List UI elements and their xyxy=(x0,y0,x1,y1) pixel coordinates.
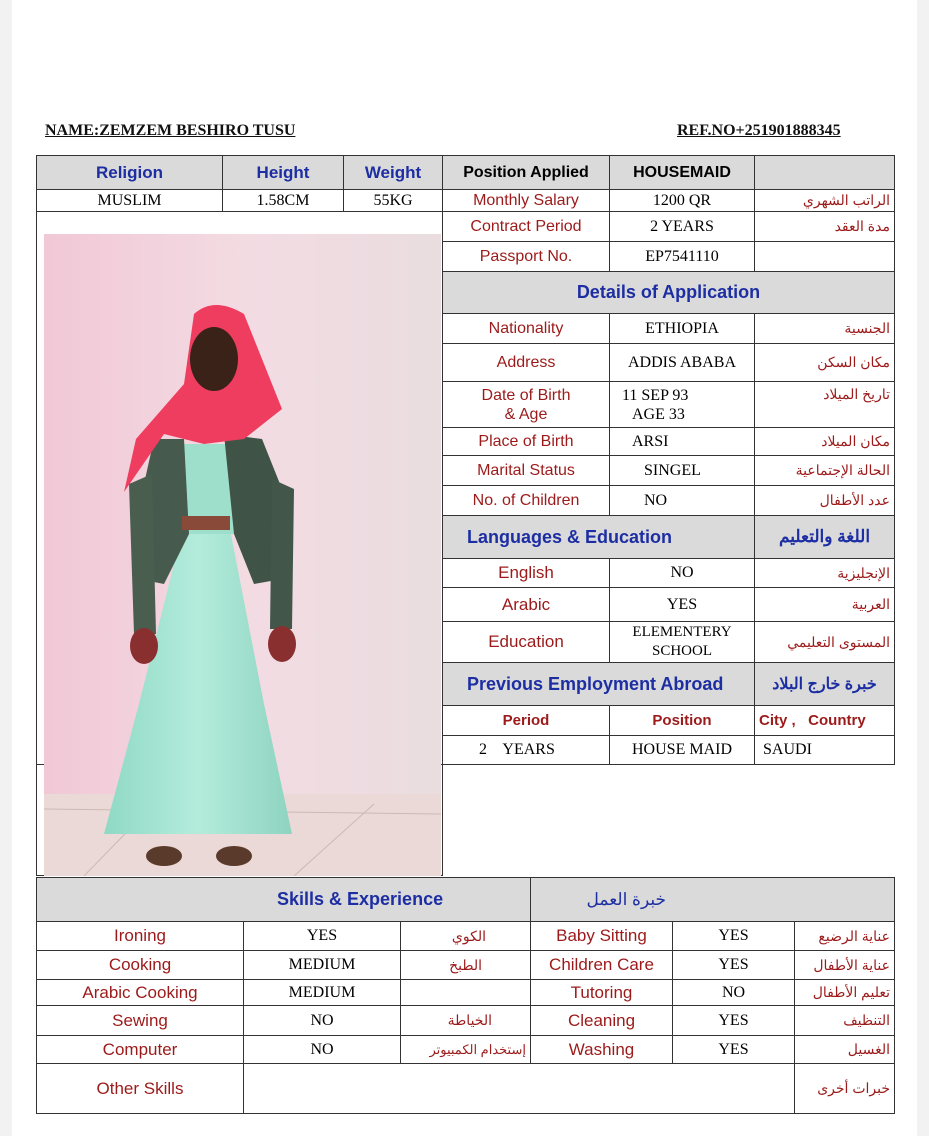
skill-computer-value: NO xyxy=(244,1036,401,1064)
arabic-label: Arabic xyxy=(443,588,610,622)
height-value: 1.58CM xyxy=(223,190,344,212)
skill-babysitting-value: YES xyxy=(673,922,795,951)
candidate-photo xyxy=(44,234,441,876)
skill-arabic-cooking-label: Arabic Cooking xyxy=(37,980,244,1006)
employment-city-value: SAUDI xyxy=(755,736,895,765)
english-label-ar: الإنجليزية xyxy=(755,559,895,588)
employment-city-header: City , Country xyxy=(755,706,895,736)
marital-label-ar: الحالة الإجتماعية xyxy=(755,456,895,486)
weight-value: 55KG xyxy=(344,190,443,212)
skill-childcare-value: YES xyxy=(673,951,795,980)
education-value xyxy=(610,622,755,663)
skill-washing-value: YES xyxy=(673,1036,795,1064)
passport-label: Passport No. xyxy=(443,242,610,272)
skills-section-title: Skills & Experience xyxy=(37,878,531,922)
reference-number: REF.NO+251901888345 xyxy=(677,122,841,139)
skill-cooking-ar: الطبخ xyxy=(401,951,531,980)
dob-label xyxy=(443,382,610,428)
dob-label-ar: تاريخ الميلاد xyxy=(755,382,895,428)
skill-childcare-ar: عناية الأطفال xyxy=(795,951,895,980)
education-value-line1: ELEMENTERY xyxy=(632,624,732,640)
skills-table xyxy=(36,877,895,1114)
dob-label-line1: Date of Birth xyxy=(481,386,571,404)
children-label-ar: عدد الأطفال xyxy=(755,486,895,516)
contract-label: Contract Period xyxy=(443,212,610,242)
position-ar-empty xyxy=(755,156,895,190)
skill-cleaning-ar: التنظيف xyxy=(795,1006,895,1036)
skill-washing-label: Washing xyxy=(531,1036,673,1064)
dob-label-line2: & Age xyxy=(504,405,548,423)
nationality-label: Nationality xyxy=(443,314,610,344)
skill-computer-label: Computer xyxy=(37,1036,244,1064)
employment-section-title: Previous Employment Abroad xyxy=(443,663,755,706)
children-label: No. of Children xyxy=(443,486,610,516)
employment-period-value: 2 YEARS xyxy=(443,736,610,765)
skill-cleaning-value: YES xyxy=(673,1006,795,1036)
address-label: Address xyxy=(443,344,610,382)
birthplace-label-ar: مكان الميلاد xyxy=(755,428,895,456)
other-skills-value xyxy=(244,1064,795,1114)
english-label: English xyxy=(443,559,610,588)
nationality-label-ar: الجنسية xyxy=(755,314,895,344)
other-skills-label: Other Skills xyxy=(37,1064,244,1114)
arabic-value: YES xyxy=(610,588,755,622)
skill-tutoring-label: Tutoring xyxy=(531,980,673,1006)
nationality-value: ETHIOPIA xyxy=(610,314,755,344)
details-section-title: Details of Application xyxy=(443,272,895,314)
skill-cooking-value: MEDIUM xyxy=(244,951,401,980)
skill-ironing-ar: الكوي xyxy=(401,922,531,951)
dob-value-line2: AGE 33 xyxy=(632,405,685,423)
candidate-name: NAME:ZEMZEM BESHIRO TUSU xyxy=(45,122,296,139)
birthplace-value: ARSI xyxy=(610,428,755,456)
position-applied-label: Position Applied xyxy=(443,156,610,190)
skill-sewing-value: NO xyxy=(244,1006,401,1036)
languages-section-title: Languages & Education xyxy=(443,516,755,559)
passport-value: EP7541110 xyxy=(610,242,755,272)
skill-washing-ar: الغسيل xyxy=(795,1036,895,1064)
skill-sewing-ar: الخياطة xyxy=(401,1006,531,1036)
languages-section-title-ar: اللغة والتعليم xyxy=(755,516,895,559)
height-header: Height xyxy=(223,156,344,190)
dob-value-line1: 11 SEP 93 xyxy=(622,386,689,404)
arabic-label-ar: العربية xyxy=(755,588,895,622)
marital-value: SINGEL xyxy=(610,456,755,486)
other-skills-ar: خبرات أخرى xyxy=(795,1064,895,1114)
skill-ironing-value: YES xyxy=(244,922,401,951)
address-value: ADDIS ABABA xyxy=(610,344,755,382)
address-label-ar: مكان السكن xyxy=(755,344,895,382)
salary-value: 1200 QR xyxy=(610,190,755,212)
education-label: Education xyxy=(443,622,610,663)
birthplace-label: Place of Birth xyxy=(443,428,610,456)
dob-value xyxy=(610,382,755,428)
marital-label: Marital Status xyxy=(443,456,610,486)
skill-tutoring-ar: تعليم الأطفال xyxy=(795,980,895,1006)
english-value: NO xyxy=(610,559,755,588)
skill-babysitting-label: Baby Sitting xyxy=(531,922,673,951)
contract-value: 2 YEARS xyxy=(610,212,755,242)
skill-computer-ar: إستخدام الكمبيوتر xyxy=(401,1036,531,1064)
salary-label-ar: الراتب الشهري xyxy=(755,190,895,212)
religion-value: MUSLIM xyxy=(37,190,223,212)
skill-cleaning-label: Cleaning xyxy=(531,1006,673,1036)
children-value: NO xyxy=(610,486,755,516)
skill-arabic-cooking-value: MEDIUM xyxy=(244,980,401,1006)
weight-header: Weight xyxy=(344,156,443,190)
skill-sewing-label: Sewing xyxy=(37,1006,244,1036)
skill-arabic-cooking-ar xyxy=(401,980,531,1006)
education-label-ar: المستوى التعليمي xyxy=(755,622,895,663)
education-value-line2: SCHOOL xyxy=(651,643,712,659)
skill-cooking-label: Cooking xyxy=(37,951,244,980)
employment-position-value: HOUSE MAID xyxy=(610,736,755,765)
skill-babysitting-ar: عناية الرضيع xyxy=(795,922,895,951)
religion-header: Religion xyxy=(37,156,223,190)
salary-label: Monthly Salary xyxy=(443,190,610,212)
passport-ar-empty xyxy=(755,242,895,272)
position-applied-value: HOUSEMAID xyxy=(610,156,755,190)
employment-period-header: Period xyxy=(443,706,610,736)
skills-section-title-ar: خبرة العمل xyxy=(531,878,895,922)
skill-tutoring-value: NO xyxy=(673,980,795,1006)
contract-label-ar: مدة العقد xyxy=(755,212,895,242)
skill-childcare-label: Children Care xyxy=(531,951,673,980)
employment-position-header: Position xyxy=(610,706,755,736)
employment-section-title-ar: خبرة خارج البلاد xyxy=(755,663,895,706)
skill-ironing-label: Ironing xyxy=(37,922,244,951)
